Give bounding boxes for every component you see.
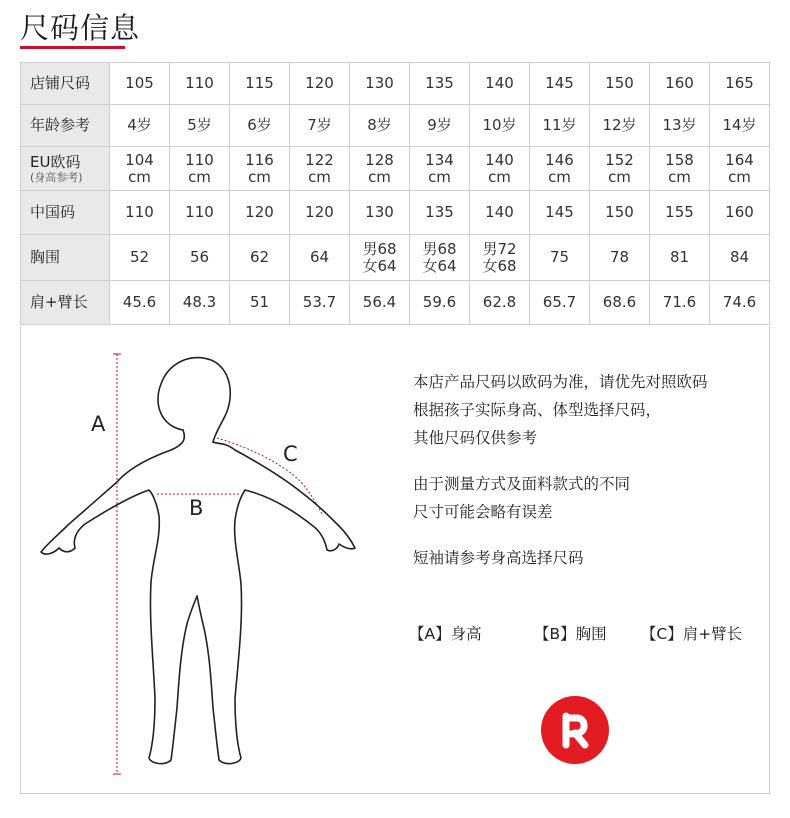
table-cell: 120 [230,191,290,235]
row-header-label: 中国码 [30,203,76,221]
table-cell: 12岁 [590,105,650,147]
table-cell: 150 [590,63,650,105]
table-cell [230,147,290,191]
table-row [21,191,770,235]
table-cell: 160 [650,63,710,105]
table-cell: 7岁 [290,105,350,147]
cell-line: cm [248,167,271,186]
cell-line: 152 [605,150,634,169]
table-cell: 5岁 [170,105,230,147]
table-cell: 14岁 [710,105,770,147]
note-line: 其他尺码仅供参考 [413,429,538,447]
table-cell: 51 [230,281,290,325]
cell-line: 104 [125,150,154,169]
table-cell [170,147,230,191]
cell-line: 男72 [482,239,517,258]
table-cell: 53.7 [290,281,350,325]
table-cell: 155 [650,191,710,235]
table-cell: 120 [290,63,350,105]
table-cell: 56 [170,235,230,281]
page-title: 尺码信息 [20,11,141,45]
row-header-label: 店铺尺码 [30,74,91,92]
table-cell: 140 [470,63,530,105]
table-cell: 145 [530,191,590,235]
table-cell: 62.8 [470,281,530,325]
brand-r-logo-icon [541,696,609,764]
row-header-label: 胸围 [30,248,61,266]
table-cell: 74.6 [710,281,770,325]
cell-line: 男68 [362,239,397,258]
cell-line: cm [128,167,151,186]
table-cell: 48.3 [170,281,230,325]
table-cell [410,235,470,281]
cell-line: 164 [725,150,754,169]
cell-line: cm [488,167,511,186]
cell-line: 146 [545,150,574,169]
table-row [21,235,770,281]
cell-line: 140 [485,150,514,169]
note-line: 本店产品尺码以欧码为准，请优先对照欧码 [413,373,708,391]
table-cell [710,147,770,191]
note-line: 根据孩子实际身高、体型选择尺码， [413,401,662,419]
table-cell: 13岁 [650,105,710,147]
shoulder-arm-measure-line [217,438,323,516]
table-cell: 59.6 [410,281,470,325]
table-cell: 135 [410,191,470,235]
label-b: B [189,496,204,520]
table-cell: 64 [290,235,350,281]
table-row [21,63,770,105]
table-cell: 8岁 [350,105,410,147]
table-cell [470,235,530,281]
cell-line: cm [308,167,331,186]
table-cell: 135 [410,63,470,105]
table-cell: 52 [110,235,170,281]
table-cell: 105 [110,63,170,105]
table-cell [530,147,590,191]
cell-line: 男68 [422,239,457,258]
table-row [21,281,770,325]
table-cell [350,147,410,191]
row-header [21,105,110,147]
table-cell [290,147,350,191]
table-cell [650,147,710,191]
measure-legend [409,622,742,644]
row-header-label: EU欧码 [30,152,81,171]
table-row [21,147,770,191]
cell-line: cm [668,167,691,186]
table-cell: 62 [230,235,290,281]
table-cell: 140 [470,191,530,235]
table-cell: 81 [650,235,710,281]
table-cell: 145 [530,63,590,105]
table-cell: 130 [350,63,410,105]
size-notes [413,368,763,572]
body-diagram [21,326,401,793]
table-cell: 10岁 [470,105,530,147]
table-cell: 65.7 [530,281,590,325]
table-cell [470,147,530,191]
cell-line: cm [608,167,631,186]
size-guide-panel [20,326,770,794]
cell-line: cm [188,167,211,186]
row-header [21,191,110,235]
table-cell: 45.6 [110,281,170,325]
table-cell: 84 [710,235,770,281]
table-cell: 150 [590,191,650,235]
table-row [21,105,770,147]
table-cell: 110 [170,191,230,235]
table-cell: 68.6 [590,281,650,325]
cell-line: 116 [245,150,274,169]
table-cell: 115 [230,63,290,105]
size-table [20,62,770,325]
table-cell [410,147,470,191]
row-header-label: 肩+臂长 [30,293,88,311]
table-cell: 110 [110,191,170,235]
row-header [21,63,110,105]
table-cell: 4岁 [110,105,170,147]
table-cell: 71.6 [650,281,710,325]
row-header-label: 年龄参考 [30,116,91,134]
row-header-sublabel: (身高参考) [30,170,83,184]
cell-line: 女64 [362,256,397,275]
label-a: A [91,412,106,436]
legend-a: 【A】身高 [409,625,482,643]
table-cell: 110 [170,63,230,105]
cell-line: 134 [425,150,454,169]
table-cell [110,147,170,191]
note-line: 由于测量方式及面料款式的不同 [413,475,631,493]
note-line: 短袖请参考身高选择尺码 [413,549,584,567]
cell-line: 128 [365,150,394,169]
table-cell: 130 [350,191,410,235]
cell-line: 158 [665,150,694,169]
cell-line: cm [728,167,751,186]
table-cell: 9岁 [410,105,470,147]
cell-line: 110 [185,150,214,169]
cell-line: 女68 [482,256,517,275]
height-measure-line [113,354,121,774]
table-cell: 56.4 [350,281,410,325]
table-cell: 165 [710,63,770,105]
table-cell: 120 [290,191,350,235]
cell-line: 122 [305,150,334,169]
cell-line: cm [548,167,571,186]
table-cell: 6岁 [230,105,290,147]
table-cell [350,235,410,281]
table-cell: 75 [530,235,590,281]
table-cell: 78 [590,235,650,281]
table-cell: 11岁 [530,105,590,147]
legend-c: 【C】肩+臂长 [640,625,743,643]
table-cell [590,147,650,191]
title-underline [20,46,125,49]
child-silhouette-icon [41,358,355,764]
note-line: 尺寸可能会略有误差 [413,503,553,521]
row-header [21,235,110,281]
row-header [21,147,110,191]
row-header [21,281,110,325]
table-cell: 160 [710,191,770,235]
cell-line: cm [428,167,451,186]
legend-b: 【B】胸围 [533,625,607,643]
label-c: C [283,442,298,466]
cell-line: 女64 [422,256,457,275]
cell-line: cm [368,167,391,186]
